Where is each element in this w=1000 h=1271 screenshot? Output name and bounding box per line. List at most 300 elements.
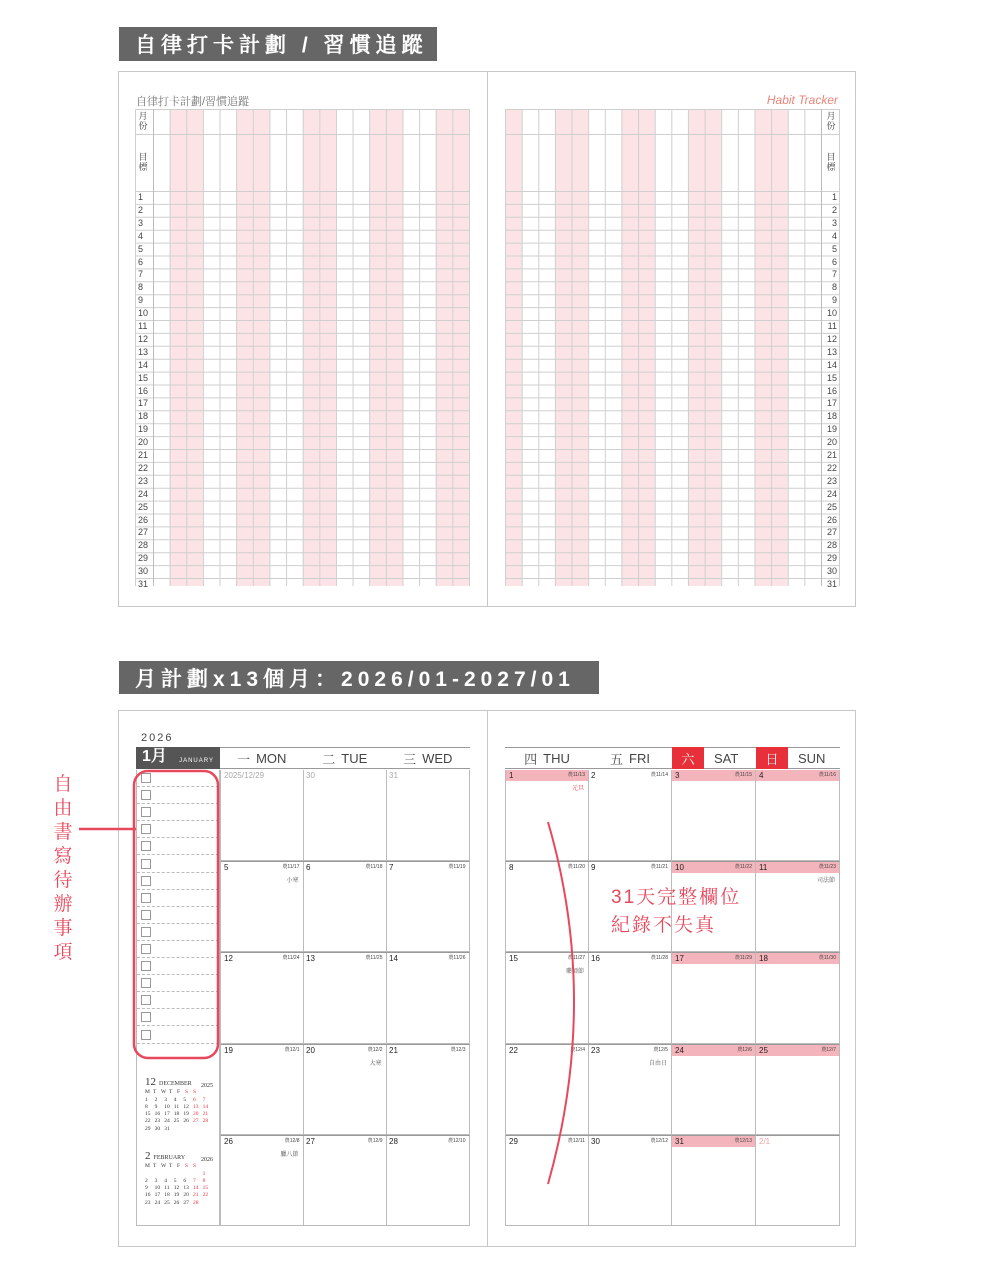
lunar-date: 農11/29 — [734, 955, 752, 962]
mini-calendar-day — [174, 1171, 184, 1178]
day-cell[interactable] — [756, 1135, 840, 1226]
mini-calendar-day: 8 — [202, 1177, 206, 1184]
todo-item[interactable] — [137, 941, 219, 958]
day-number-left: 28 — [138, 540, 149, 551]
mini-calendar-day: 2 — [145, 1177, 148, 1184]
mini-calendar-day: 4 — [164, 1177, 167, 1184]
label-month-left: 月 份 — [138, 111, 148, 131]
day-number-left: 31 — [138, 579, 149, 589]
day-cell[interactable] — [220, 1135, 304, 1226]
mini-calendar-day: 19 — [183, 1111, 189, 1118]
day-number-left: 2 — [138, 204, 144, 215]
lunar-date: 農12/3 — [450, 1046, 466, 1053]
day-number-right: 1 — [831, 192, 837, 202]
mini-calendar-day: 20 — [183, 1192, 189, 1199]
mini-calendar-day: 4 — [173, 1096, 177, 1103]
day-number-right: 5 — [831, 243, 837, 254]
todo-item[interactable] — [137, 838, 219, 855]
day-number: 31 — [672, 1136, 755, 1147]
day-number-right: 9 — [831, 295, 837, 306]
mini-calendar-day: 9 — [154, 1103, 158, 1110]
day-cell[interactable] — [588, 770, 672, 861]
lunar-date: 農11/14 — [650, 772, 668, 778]
day-number: 12 — [224, 954, 233, 964]
day-cell[interactable] — [303, 1135, 387, 1226]
day-cell[interactable] — [672, 1135, 756, 1226]
mini-calendar-day: 27 — [183, 1199, 189, 1206]
day-number-right: 26 — [826, 514, 837, 525]
mini-calendar-row — [145, 1200, 213, 1207]
weekday-en: MON — [256, 750, 287, 766]
mini-calendar-day: 6 — [192, 1096, 196, 1103]
monthly-calendar-spread — [118, 710, 856, 1247]
holiday-label: 自由日 — [648, 1060, 667, 1067]
day-number: 2/1 — [759, 1136, 771, 1146]
mini-calendar-row — [145, 1192, 213, 1199]
annotation-line1: 31天完整欄位 — [611, 887, 742, 908]
mini-calendar-day: 24 — [154, 1199, 161, 1206]
todo-checkbox[interactable] — [141, 859, 151, 869]
lunar-date: 農11/30 — [818, 955, 836, 962]
lunar-date: 農11/21 — [650, 864, 668, 871]
day-cell[interactable] — [505, 1044, 589, 1135]
day-number: 7 — [389, 863, 394, 873]
day-number-left: 20 — [138, 437, 149, 448]
day-cell[interactable] — [588, 1135, 672, 1226]
mini-calendar-row — [145, 1089, 201, 1096]
day-number-left: 5 — [138, 243, 144, 254]
mini-calendar-day — [183, 1171, 193, 1178]
mini-calendar-day: 27 — [192, 1118, 199, 1125]
spread-spine — [487, 72, 488, 606]
todo-checkbox[interactable] — [141, 790, 151, 800]
day-cell[interactable] — [672, 952, 756, 1043]
todo-checkbox[interactable] — [141, 995, 151, 1005]
todo-checkbox[interactable] — [141, 773, 151, 783]
mini-calendar-day: M — [145, 1163, 150, 1170]
mini-calendar-day: 1 — [202, 1170, 206, 1177]
holiday-label: 大寒 — [369, 1060, 382, 1067]
mini-calendar-day: 21 — [202, 1111, 209, 1118]
lunar-date: 農11/19 — [448, 864, 466, 871]
holiday-label: 藥師節 — [565, 969, 584, 976]
day-number-right: 3 — [831, 217, 837, 228]
mini-month-number: 2 — [145, 1150, 151, 1162]
day-number: 15 — [509, 954, 518, 964]
day-cell[interactable] — [303, 770, 387, 861]
mini-calendar-row — [145, 1118, 213, 1125]
weekday-header-sat — [672, 747, 756, 769]
todo-item[interactable] — [137, 958, 219, 975]
mini-calendar-day: 16 — [154, 1111, 161, 1118]
day-number-left: 11 — [138, 321, 148, 331]
lunar-date: 農12/4 — [570, 1046, 585, 1053]
lunar-date: 農12/2 — [367, 1046, 383, 1053]
mini-month-name: FEBRUARY — [153, 1155, 186, 1161]
day-cell[interactable] — [386, 770, 470, 861]
todo-checkbox[interactable] — [141, 841, 151, 851]
mini-month-name: DECEMBER — [159, 1081, 192, 1087]
todo-checkbox[interactable] — [141, 910, 151, 920]
mini-calendar-row — [145, 1104, 213, 1111]
lunar-date: 農11/15 — [734, 772, 752, 778]
day-number-left: 30 — [138, 566, 149, 577]
todo-item[interactable] — [137, 907, 219, 924]
day-cell[interactable] — [672, 1044, 756, 1135]
day-number: 24 — [672, 1045, 755, 1056]
mini-calendar-day: 26 — [183, 1118, 189, 1125]
day-number-right: 12 — [826, 333, 837, 344]
mini-calendar-day — [193, 1126, 203, 1133]
day-number-left: 14 — [138, 359, 149, 370]
weekday-header-thu — [505, 747, 589, 769]
lunar-date: 農11/17 — [282, 864, 300, 871]
day-number-right: 2 — [831, 204, 837, 215]
weekday-header-sun — [756, 747, 840, 769]
lunar-date: 農12/11 — [567, 1137, 585, 1144]
todo-checkbox[interactable] — [141, 927, 151, 937]
day-number-right: 19 — [826, 424, 837, 435]
day-number-right: 7 — [831, 269, 837, 280]
day-number: 5 — [224, 863, 229, 873]
day-number-right: 11 — [827, 321, 837, 331]
day-cell[interactable] — [303, 1044, 387, 1135]
day-number: 18 — [756, 953, 839, 964]
mini-calendar-february — [145, 1150, 213, 1207]
todo-item[interactable] — [137, 770, 219, 787]
weekday-cn: 一 — [237, 751, 251, 767]
todo-item[interactable] — [137, 1027, 219, 1044]
habit-grid-right — [505, 109, 840, 587]
mini-calendar-day: 23 — [154, 1118, 161, 1125]
day-cell[interactable] — [220, 861, 304, 952]
mini-calendar-heading — [145, 1076, 213, 1089]
mini-calendar-day: W — [161, 1163, 167, 1170]
day-number-left: 17 — [138, 398, 149, 409]
day-cell[interactable] — [386, 861, 470, 952]
day-number-left: 15 — [138, 372, 149, 383]
day-number-left: 16 — [138, 385, 149, 396]
mini-calendar-day: T — [169, 1089, 173, 1096]
month-label: 1月 — [142, 748, 167, 765]
day-number-right: 4 — [831, 230, 837, 241]
mini-calendar-december — [145, 1076, 213, 1133]
month-english: JANUARY — [179, 758, 214, 764]
mini-calendar-day: 31 — [164, 1125, 170, 1132]
lunar-date: 農12/12 — [650, 1137, 668, 1144]
weekday-cn: 二 — [322, 751, 336, 767]
weekday-cn: 五 — [610, 751, 624, 767]
lunar-date: 農11/20 — [567, 864, 585, 871]
day-cell[interactable] — [505, 770, 589, 861]
day-number: 11 — [756, 862, 839, 873]
day-number-right: 13 — [826, 346, 837, 357]
day-cell[interactable] — [386, 1044, 470, 1135]
mini-month-year: 2025 — [201, 1083, 213, 1089]
day-number-left: 22 — [138, 462, 149, 473]
day-number-right: 20 — [826, 437, 837, 448]
weekday-en: SAT — [714, 750, 739, 766]
todo-checkbox[interactable] — [141, 807, 151, 817]
mini-calendar-day: 8 — [145, 1103, 148, 1110]
mini-calendar-day: 23 — [145, 1199, 151, 1206]
mini-calendar-day — [183, 1126, 193, 1133]
mini-calendar-day: 17 — [154, 1192, 161, 1199]
day-number: 25 — [756, 1045, 839, 1056]
day-cell[interactable] — [505, 1135, 589, 1226]
day-cell[interactable] — [386, 1135, 470, 1226]
mini-calendar-day: 9 — [145, 1185, 148, 1192]
day-number: 22 — [509, 1045, 518, 1055]
day-cell[interactable] — [588, 952, 672, 1043]
mini-calendar-day — [174, 1126, 184, 1133]
mini-calendar-day: 1 — [145, 1096, 148, 1103]
day-number: 13 — [306, 954, 315, 964]
day-number: 23 — [591, 1045, 600, 1055]
mini-calendar-day: 12 — [183, 1103, 189, 1110]
day-number-left: 25 — [138, 501, 149, 512]
day-cell[interactable] — [756, 1044, 840, 1135]
day-number: 3 — [672, 770, 755, 781]
day-number-right: 22 — [826, 462, 837, 473]
day-cell[interactable] — [756, 770, 840, 861]
habit-tracker-title-left: 自律打卡計劃/習慣追蹤 — [136, 96, 250, 108]
todo-checkbox[interactable] — [141, 961, 151, 971]
lunar-date: 農12/6 — [737, 1046, 752, 1053]
mini-calendar-day: 24 — [164, 1118, 170, 1125]
day-number-right: 25 — [826, 501, 837, 512]
day-number-left: 4 — [138, 230, 144, 241]
todo-checkbox[interactable] — [141, 876, 151, 886]
weekday-cn: 六 — [672, 747, 704, 769]
day-number-left: 9 — [138, 295, 144, 306]
day-cell[interactable] — [756, 952, 840, 1043]
lunar-date: 農11/25 — [365, 955, 383, 962]
lunar-date: 農12/8 — [284, 1137, 300, 1144]
mini-calendar-day: 30 — [154, 1125, 161, 1132]
day-cell[interactable] — [303, 861, 387, 952]
lunar-date: 農11/16 — [818, 772, 836, 778]
lunar-date: 農11/24 — [282, 955, 300, 962]
day-number-left: 29 — [138, 553, 149, 564]
mini-calendar-day: S — [185, 1163, 189, 1170]
todo-checkbox[interactable] — [141, 893, 151, 903]
lunar-date: 農11/27 — [567, 955, 585, 962]
day-number: 2 — [591, 771, 596, 780]
day-number: 30 — [591, 1136, 600, 1146]
habit-tracker-title-right: Habit Tracker — [766, 93, 838, 107]
todo-item[interactable] — [137, 890, 219, 907]
mini-calendar-day: 25 — [164, 1199, 170, 1206]
weekday-en: TUE — [341, 750, 368, 766]
section-banner-monthly: 月計劃x13個月：2026/01-2027/01 — [119, 661, 599, 694]
day-number-right: 29 — [826, 553, 837, 564]
weekday-cn: 三 — [403, 751, 417, 767]
month-tab — [136, 747, 220, 769]
day-number-left: 13 — [138, 346, 149, 357]
mini-calendar-day — [155, 1171, 165, 1178]
mini-month-number: 12 — [145, 1076, 156, 1088]
day-number: 20 — [306, 1045, 315, 1055]
day-number-right: 21 — [826, 450, 837, 460]
day-number-right: 8 — [831, 282, 837, 293]
day-cell[interactable] — [505, 952, 589, 1043]
weekday-en: SUN — [798, 750, 826, 766]
day-number-left: 1 — [138, 192, 144, 202]
mini-calendar-day: T — [153, 1163, 157, 1170]
day-number-left: 21 — [138, 450, 149, 460]
mini-calendar-day: 16 — [145, 1192, 151, 1199]
mini-calendar-day: 28 — [202, 1118, 209, 1125]
day-number: 28 — [389, 1136, 398, 1146]
todo-item[interactable] — [137, 924, 219, 941]
day-cell[interactable] — [756, 861, 840, 952]
day-number-left: 10 — [138, 308, 149, 319]
mini-calendar-day: 15 — [145, 1111, 151, 1118]
todo-item[interactable] — [137, 1009, 219, 1026]
day-cell[interactable] — [588, 1044, 672, 1135]
spread-spine — [487, 711, 488, 1246]
lunar-date: 農12/10 — [447, 1137, 466, 1144]
day-number-left: 19 — [138, 424, 149, 435]
todo-checkbox[interactable] — [141, 1012, 151, 1022]
todo-checkbox[interactable] — [141, 944, 151, 954]
mini-calendar-row — [145, 1097, 213, 1104]
weekday-header-mon — [220, 747, 304, 769]
day-number-right: 18 — [826, 411, 837, 422]
lunar-date: 農11/23 — [818, 864, 836, 871]
day-number-right: 14 — [826, 359, 837, 370]
day-number-left: 8 — [138, 282, 144, 293]
day-number-left: 26 — [138, 514, 149, 525]
mini-calendar-day: W — [161, 1089, 167, 1096]
todo-checkbox[interactable] — [141, 978, 151, 988]
habit-grid-left — [135, 109, 470, 587]
mini-calendar-day: 28 — [192, 1199, 199, 1206]
todo-item[interactable] — [137, 804, 219, 821]
weekday-en: THU — [543, 750, 570, 766]
mini-calendar-day — [145, 1171, 155, 1178]
day-number-right: 31 — [826, 579, 837, 589]
lunar-date: 農11/26 — [448, 955, 466, 962]
day-number-left: 27 — [138, 527, 149, 538]
lunar-date: 農11/18 — [365, 864, 383, 871]
mini-calendar-day: 22 — [202, 1192, 209, 1199]
day-number: 16 — [591, 954, 600, 964]
day-number-left: 18 — [138, 411, 149, 422]
lunar-date: 農12/13 — [734, 1137, 752, 1144]
day-cell[interactable] — [220, 952, 304, 1043]
lunar-date: 農11/13 — [567, 772, 585, 778]
day-cell[interactable] — [220, 1044, 304, 1135]
mini-calendar-row — [145, 1185, 213, 1192]
todo-checkbox[interactable] — [141, 824, 151, 834]
todo-checkbox[interactable] — [141, 1030, 151, 1040]
mini-calendar-row — [145, 1163, 201, 1170]
mini-calendar-day: F — [177, 1089, 181, 1096]
day-number-left: 24 — [138, 488, 149, 499]
mini-calendar-day: T — [153, 1089, 157, 1096]
day-cell[interactable] — [386, 952, 470, 1043]
day-number-left: 3 — [138, 217, 144, 228]
lunar-date: 農12/5 — [653, 1046, 668, 1053]
mini-calendar-day: 13 — [192, 1103, 199, 1110]
mini-calendar-day: 11 — [164, 1185, 170, 1192]
day-number-right: 15 — [826, 372, 837, 383]
label-goal-right: 目 標 — [826, 152, 836, 172]
day-number: 6 — [306, 863, 311, 873]
mini-calendar-day: F — [177, 1163, 181, 1170]
mini-calendar-day: 3 — [164, 1096, 167, 1103]
mini-calendar-row — [145, 1111, 213, 1118]
mini-calendar-day: 10 — [164, 1103, 170, 1110]
mini-calendar-day: 29 — [145, 1125, 151, 1132]
mini-month-year: 2026 — [201, 1157, 213, 1163]
weekday-header-wed — [386, 747, 470, 769]
todo-item[interactable] — [137, 975, 219, 992]
holiday-label: 臘八節 — [280, 1151, 299, 1158]
day-number-left: 7 — [138, 269, 144, 280]
day-number: 19 — [224, 1045, 233, 1055]
day-number-left: 6 — [138, 256, 144, 267]
mini-calendar-day: 14 — [192, 1185, 199, 1192]
day-number: 21 — [389, 1045, 398, 1055]
day-number: 27 — [306, 1136, 315, 1146]
mini-calendar-day: 15 — [202, 1185, 209, 1192]
day-number-right: 16 — [826, 385, 837, 396]
mini-calendar-day: 11 — [173, 1103, 180, 1110]
weekday-header-fri — [588, 747, 672, 769]
annotation-line2: 紀錄不失真 — [611, 915, 717, 936]
mini-calendar-day: 25 — [173, 1118, 180, 1125]
day-number-right: 23 — [826, 475, 837, 486]
mini-calendar-day: 3 — [154, 1177, 158, 1184]
mini-calendar-day: 18 — [164, 1192, 170, 1199]
todo-item[interactable] — [137, 992, 219, 1009]
mini-calendar-day: 17 — [164, 1111, 170, 1118]
mini-calendar-day — [203, 1200, 213, 1207]
day-cell[interactable] — [672, 770, 756, 861]
todo-item[interactable] — [137, 821, 219, 838]
todo-item[interactable] — [137, 873, 219, 890]
todo-item[interactable] — [137, 787, 219, 804]
lunar-date: 農12/9 — [367, 1137, 383, 1144]
day-number: 8 — [509, 863, 514, 873]
mini-calendar-day: 6 — [183, 1177, 187, 1184]
mini-calendar-day: 21 — [192, 1192, 199, 1199]
mini-calendar-day: M — [145, 1089, 150, 1096]
annotation-todo: 自 由 書 寫 待 辦 事 項 — [53, 774, 73, 963]
lunar-date: 農11/22 — [734, 864, 752, 871]
mini-calendar-day: 2 — [154, 1096, 158, 1103]
mini-calendar-day: 5 — [173, 1177, 177, 1184]
day-cell[interactable] — [505, 861, 589, 952]
day-number: 31 — [389, 771, 398, 780]
mini-calendar-row — [145, 1178, 213, 1185]
weekday-cn: 日 — [756, 747, 788, 769]
day-number-right: 27 — [826, 527, 837, 538]
day-number-left: 23 — [138, 475, 149, 486]
weekday-cn: 四 — [524, 751, 538, 767]
mini-calendar-day: 22 — [145, 1118, 151, 1125]
todo-item[interactable] — [137, 856, 219, 873]
day-number-right: 30 — [826, 566, 837, 577]
mini-calendar-day: 7 — [192, 1177, 196, 1184]
day-cell[interactable] — [220, 770, 304, 861]
day-cell[interactable] — [303, 952, 387, 1043]
mini-calendar-day: 13 — [183, 1185, 189, 1192]
day-number: 10 — [672, 862, 755, 873]
